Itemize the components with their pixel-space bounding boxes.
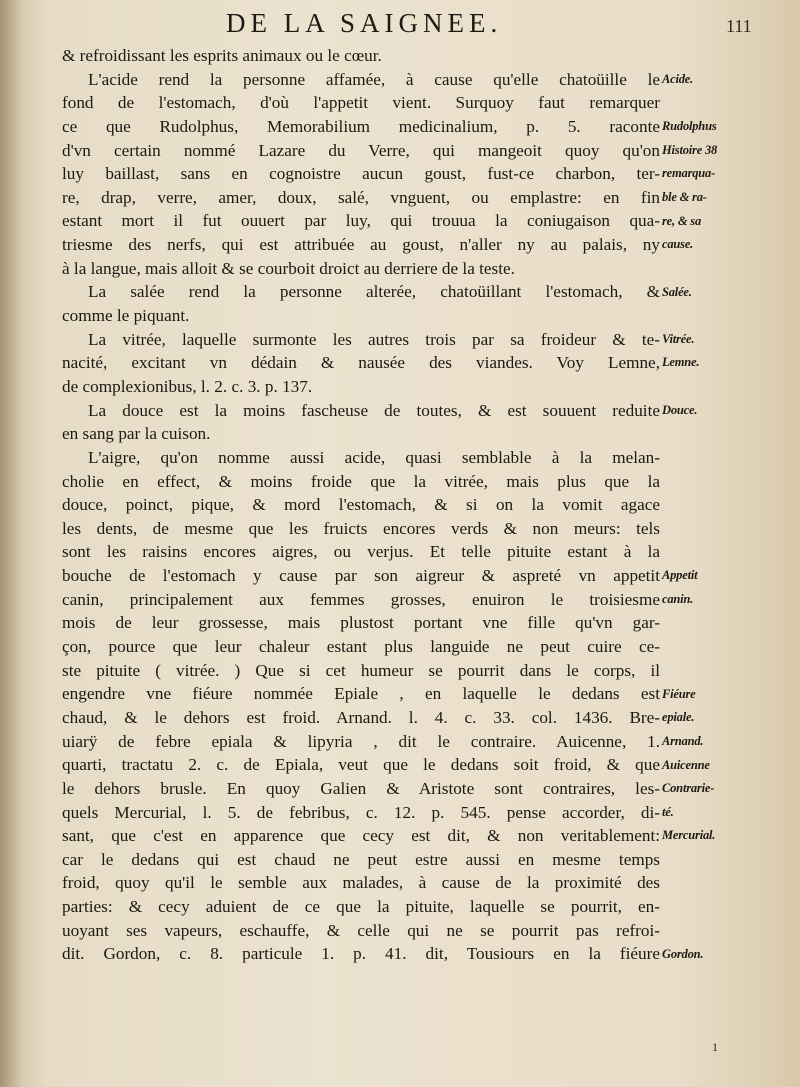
margin-note: Rudolphus (662, 118, 717, 133)
text-line: quarti, tractatu 2. c. de Epiala, veut que le dedans soit froid, & que (62, 755, 660, 775)
text-line: cholie en effect, & moins froide que la vitrée, mais plus que la (62, 471, 660, 491)
text-line: re, drap, verre, amer, doux, salé, vnguent, ou emplastre: en fin (62, 187, 660, 207)
text-line: à la langue, mais alloit & se courboit droict au derriere de la teste. (62, 258, 515, 278)
text-line: uoyant ses vapeurs, eschauffe, & celle qui ne se pourrit pas refroi- (62, 920, 660, 940)
margin-note: Arnand. (662, 733, 704, 748)
text-line: L'acide rend la personne affamée, à cause qu'elle chatoüille le (88, 69, 660, 89)
margin-note: Appetit (662, 568, 698, 583)
text-line: estant mort il fut ouuert par luy, qui trouua la coniugaison qua- (62, 211, 660, 231)
margin-note: remarqua- (662, 166, 716, 181)
text-line: le dehors brusle. En quoy Galien & Aristote sont contraires, les- (62, 778, 660, 798)
margin-note: Auicenne (662, 757, 710, 772)
text-line: douce, poinct, pique, & mord l'estomach, & si on la vomit agace (62, 495, 660, 515)
text-line: chaud, & le dehors est froid. Arnand. l. 4. c. 33. col. 1436. Bre- (62, 707, 660, 727)
text-line: çon, pource que leur chaleur estant plus languide ne peut cuire ce- (62, 637, 660, 657)
text-line: sant, que c'est en apparence que cecy est dit, & non veritablement: (62, 826, 660, 846)
margin-note: Lemne. (662, 355, 700, 370)
text-line: froid, quoy qu'il le semble aux malades, à cause de la proximité des (62, 873, 660, 893)
text-line: engendre vne fiéure nommée Epiale , en laquelle le dedans est (62, 684, 660, 704)
text-line: comme le piquant. (62, 306, 190, 326)
text-line: fond de l'estomach, d'où l'appetit vient. Surquoy faut remarquer (62, 93, 660, 113)
text-line: nacité, excitant vn dédain & nausée des viandes. Voy Lemne, (62, 353, 660, 373)
text-line: mois de leur grossesse, mais plustost portant vne fille qu'vn gar- (62, 613, 660, 633)
text-line: quels Mercurial, l. 5. de febribus, c. 12. p. 545. pense accorder, di- (62, 802, 660, 822)
text-line: uiarÿ de febre epiala & lipyria , dit le contraire. Auicenne, 1. (62, 731, 660, 751)
text-line: ce que Rudolphus, Memorabilium medicinalium, p. 5. raconte (62, 116, 660, 136)
page-number: 111 (726, 16, 752, 36)
margin-note: epiale. (662, 710, 695, 725)
margin-note: Douce. (662, 402, 698, 417)
margin-note: cause. (662, 237, 694, 252)
text-line: canin, principalement aux femmes grosses, enuiron le troisiesme (62, 589, 660, 609)
margin-note: té. (662, 804, 674, 819)
margin-note: Vitrée. (662, 331, 695, 346)
margin-note: canin. (662, 591, 694, 606)
text-line: bouche de l'estomach y cause par son aigreur & aspreté vn appetit (62, 566, 660, 586)
text-line: L'aigre, qu'on nomme aussi acide, quasi semblable à la melan- (88, 447, 660, 467)
margin-note: Salée. (662, 284, 692, 299)
margin-note: Gordon. (662, 946, 704, 961)
text-line: La salée rend la personne alterée, chatoüillant l'estomach, & (88, 282, 660, 302)
margin-note: Mercurial. (662, 828, 716, 843)
margin-note: Fiéure (662, 686, 696, 701)
running-title: DE LA SAIGNEE. (226, 8, 503, 38)
text-line: sont les raisins encores aigres, ou verjus. Et telle pituite estant à la (62, 542, 660, 562)
text-line: ste pituite ( vitrée. ) Que si cet humeur se pourrit dans le corps, il (62, 660, 660, 680)
text-line: de complexionibus, l. 2. c. 3. p. 137. (62, 376, 313, 396)
text-line: dit. Gordon, c. 8. particule 1. p. 41. dit, Tousiours en la fiéure (62, 944, 660, 964)
text-line: luy baillast, sans en cognoistre aucun goust, fust-ce charbon, ter- (62, 164, 660, 184)
text-line: parties: & cecy aduient de ce que la pituite, laquelle se pourrit, en- (62, 897, 660, 917)
text-line: La vitrée, laquelle surmonte les autres trois par sa froideur & te- (88, 329, 660, 349)
body-text (62, 44, 660, 966)
margin-note: ble & ra- (662, 189, 707, 204)
text-line: les dents, de mesme que les fruicts encores verds & non meurs: tels (62, 518, 660, 538)
text-line: d'vn certain nommé Lazare du Verre, qui mangeoit quoy qu'on (62, 140, 660, 160)
text-line: car le dedans qui est chaud ne peut estre aussi en mesme temps (62, 849, 660, 869)
page-header (0, 8, 800, 42)
margin-note: re, & sa (662, 213, 702, 228)
margin-note: Contrarie- (662, 781, 715, 796)
text-line: en sang par la cuison. (62, 424, 211, 444)
margin-note: Acide. (662, 71, 694, 86)
text-line: La douce est la moins fascheuse de toutes, & est souuent reduite (88, 400, 660, 420)
margin-note: Histoire 38 (662, 142, 718, 157)
text-line: & refroidissant les esprits animaux ou le cœur. (62, 46, 382, 65)
signature-mark: 1 (712, 1040, 718, 1054)
text-line: triesme des nerfs, qui est attribuée au goust, n'aller ny au palais, ny (62, 235, 660, 255)
